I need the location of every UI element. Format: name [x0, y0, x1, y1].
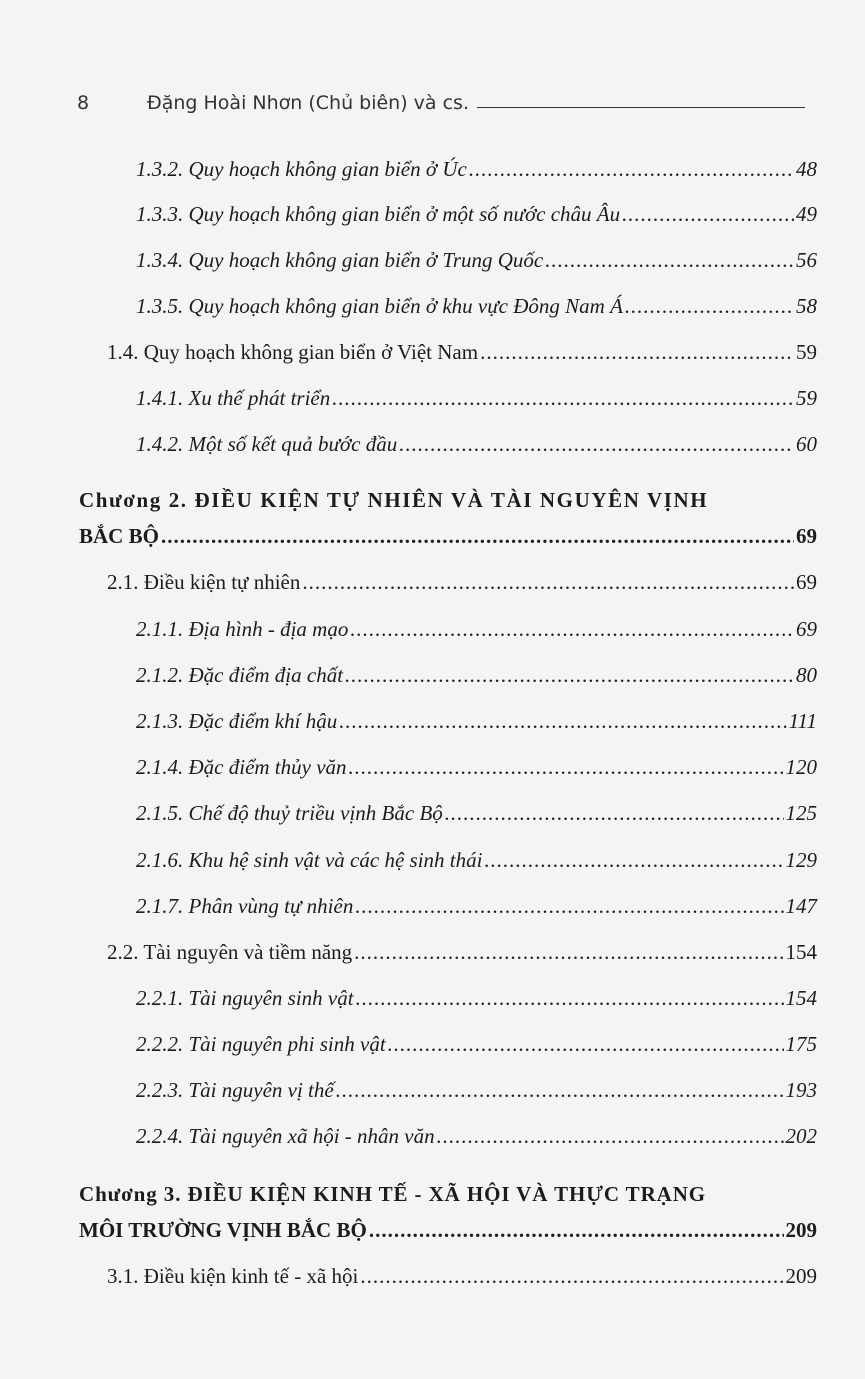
chapter-page: 69: [796, 524, 817, 548]
toc-entry[interactable]: [136, 1030, 817, 1058]
toc-entry-page: 154: [785, 986, 817, 1010]
toc-entry[interactable]: [136, 707, 817, 735]
toc-entry-page: 69: [796, 617, 817, 641]
toc-entry-page: 56: [796, 248, 817, 272]
toc-entry-page: 59: [796, 386, 817, 410]
dot-leader: [332, 384, 794, 412]
dot-leader: [302, 568, 794, 596]
toc-entry-page: 60: [796, 432, 817, 456]
toc-entry[interactable]: [107, 568, 817, 596]
toc-entry-label: 2.1.5. Chế độ thuỷ triều vịnh Bắc Bộ: [136, 801, 443, 825]
toc-entry-label: 1.4. Quy hoạch không gian biển ở Việt Nam: [107, 340, 479, 364]
dot-leader: [399, 430, 794, 458]
toc-entry[interactable]: [136, 661, 817, 689]
toc-entry-label: 2.1.3. Đặc điểm khí hậu: [136, 709, 338, 733]
dot-leader: [437, 1122, 784, 1150]
dot-leader: [545, 246, 794, 274]
toc-entry-label: 1.3.4. Quy hoạch không gian biển ở Trung Quốc: [136, 248, 544, 272]
toc-entry-page: 175: [785, 1032, 817, 1056]
chapter-title-line-2: [79, 1212, 817, 1248]
toc-entry[interactable]: [136, 799, 817, 827]
toc-entry-label: 1.4.2. Một số kết quả bước đầu: [136, 432, 398, 456]
page-header: [77, 84, 805, 114]
chapter-page: 209: [785, 1218, 817, 1242]
dot-leader: [356, 984, 784, 1012]
toc-entry-page: 59: [796, 340, 817, 364]
toc-entry-label: 2.1.7. Phân vùng tự nhiên: [136, 894, 354, 918]
toc-entry-label: 2.1.1. Địa hình - địa mạo: [136, 617, 349, 641]
running-title: Đặng Hoài Nhơn (Chủ biên) và cs.: [147, 92, 469, 114]
chapter-title-text: BẮC BỘ: [79, 524, 159, 548]
dot-leader: [345, 661, 794, 689]
chapter-title-text: Chương 2. ĐIỀU KIỆN TỰ NHIÊN VÀ TÀI NGUYÊN VỊNH: [79, 488, 709, 512]
toc-entry-page: 69: [796, 570, 817, 594]
toc-entry-page: 193: [785, 1078, 817, 1102]
dot-leader: [369, 1212, 784, 1242]
toc-entry-page: 49: [796, 202, 817, 226]
toc-entry-label: 1.3.2. Quy hoạch không gian biển ở Úc: [136, 157, 467, 181]
chapter-title-line-2: [79, 518, 817, 554]
dot-leader: [622, 200, 794, 228]
toc-entry-page: 129: [785, 848, 817, 872]
dot-leader: [388, 1030, 784, 1058]
dot-leader: [355, 892, 783, 920]
toc-entry[interactable]: [136, 1076, 817, 1104]
dot-leader: [445, 799, 784, 827]
toc-entry[interactable]: [136, 430, 817, 458]
toc-entry[interactable]: [136, 753, 817, 781]
toc-entry[interactable]: [107, 1262, 817, 1290]
toc-entry-page: 202: [785, 1124, 817, 1148]
dot-leader: [625, 292, 794, 320]
toc-entry-label: 2.2.4. Tài nguyên xã hội - nhân văn: [136, 1124, 435, 1148]
dot-leader: [469, 155, 794, 183]
chapter-title-line-1: [79, 482, 817, 518]
toc-entry[interactable]: [107, 938, 817, 966]
toc-entry[interactable]: [136, 384, 817, 412]
toc-entry-label: 1.3.5. Quy hoạch không gian biển ở khu vực Đông Nam Á: [136, 294, 623, 318]
toc-entry[interactable]: [136, 846, 817, 874]
toc-entry-label: 2.1. Điều kiện tự nhiên: [107, 570, 301, 594]
toc-entry-label: 1.4.1. Xu thế phát triển: [136, 386, 331, 410]
toc-entry-label: 2.1.4. Đặc điểm thủy văn: [136, 755, 347, 779]
dot-leader: [336, 1076, 784, 1104]
dot-leader: [360, 1262, 783, 1290]
dot-leader: [339, 707, 786, 735]
toc-entry[interactable]: [136, 615, 817, 643]
toc-entry-page: 111: [788, 709, 817, 733]
dot-leader: [349, 753, 784, 781]
header-rule: [477, 107, 805, 108]
toc-entry-label: 2.1.6. Khu hệ sinh vật và các hệ sinh thái: [136, 848, 483, 872]
toc-entry[interactable]: [136, 292, 817, 320]
page-number: 8: [77, 92, 90, 114]
toc-entry[interactable]: [136, 246, 817, 274]
toc-entry-label: 1.3.3. Quy hoạch không gian biển ở một số nước châu Âu: [136, 202, 621, 226]
toc-entry-label: 2.2.1. Tài nguyên sinh vật: [136, 986, 354, 1010]
toc-entry-page: 48: [796, 157, 817, 181]
toc-entry-page: 154: [785, 940, 817, 964]
toc-entry-label: 3.1. Điều kiện kinh tế - xã hội: [107, 1264, 359, 1288]
toc-entry-page: 147: [785, 894, 817, 918]
toc-entry-page: 120: [785, 755, 817, 779]
toc-entry-page: 80: [796, 663, 817, 687]
toc-entry-label: 2.2.2. Tài nguyên phi sinh vật: [136, 1032, 386, 1056]
chapter-title-text: Chương 3. ĐIỀU KIỆN KINH TẾ - XÃ HỘI VÀ THỰC TRẠNG: [79, 1182, 707, 1206]
toc-entry-page: 125: [785, 801, 817, 825]
chapter-title-text: MÔI TRƯỜNG VỊNH BẮC BỘ: [79, 1218, 367, 1242]
chapter-title-line-1: [79, 1176, 817, 1212]
toc-entry-label: 2.2.3. Tài nguyên vị thế: [136, 1078, 334, 1102]
dot-leader: [354, 938, 783, 966]
toc-entry-label: 2.2. Tài nguyên và tiềm năng: [107, 940, 353, 964]
toc-entry[interactable]: [136, 155, 817, 183]
chapter-heading[interactable]: [79, 1176, 817, 1248]
toc-entry-page: 58: [796, 294, 817, 318]
toc-entry[interactable]: [136, 1122, 817, 1150]
toc-entry[interactable]: [107, 338, 817, 366]
toc-entry[interactable]: [136, 892, 817, 920]
toc-entry-page: 209: [785, 1264, 817, 1288]
dot-leader: [480, 338, 794, 366]
toc-entry[interactable]: [136, 984, 817, 1012]
toc-entry-label: 2.1.2. Đặc điểm địa chất: [136, 663, 344, 687]
dot-leader: [161, 518, 794, 548]
chapter-heading[interactable]: [79, 482, 817, 554]
toc-entry[interactable]: [136, 200, 817, 228]
dot-leader: [484, 846, 783, 874]
dot-leader: [350, 615, 794, 643]
